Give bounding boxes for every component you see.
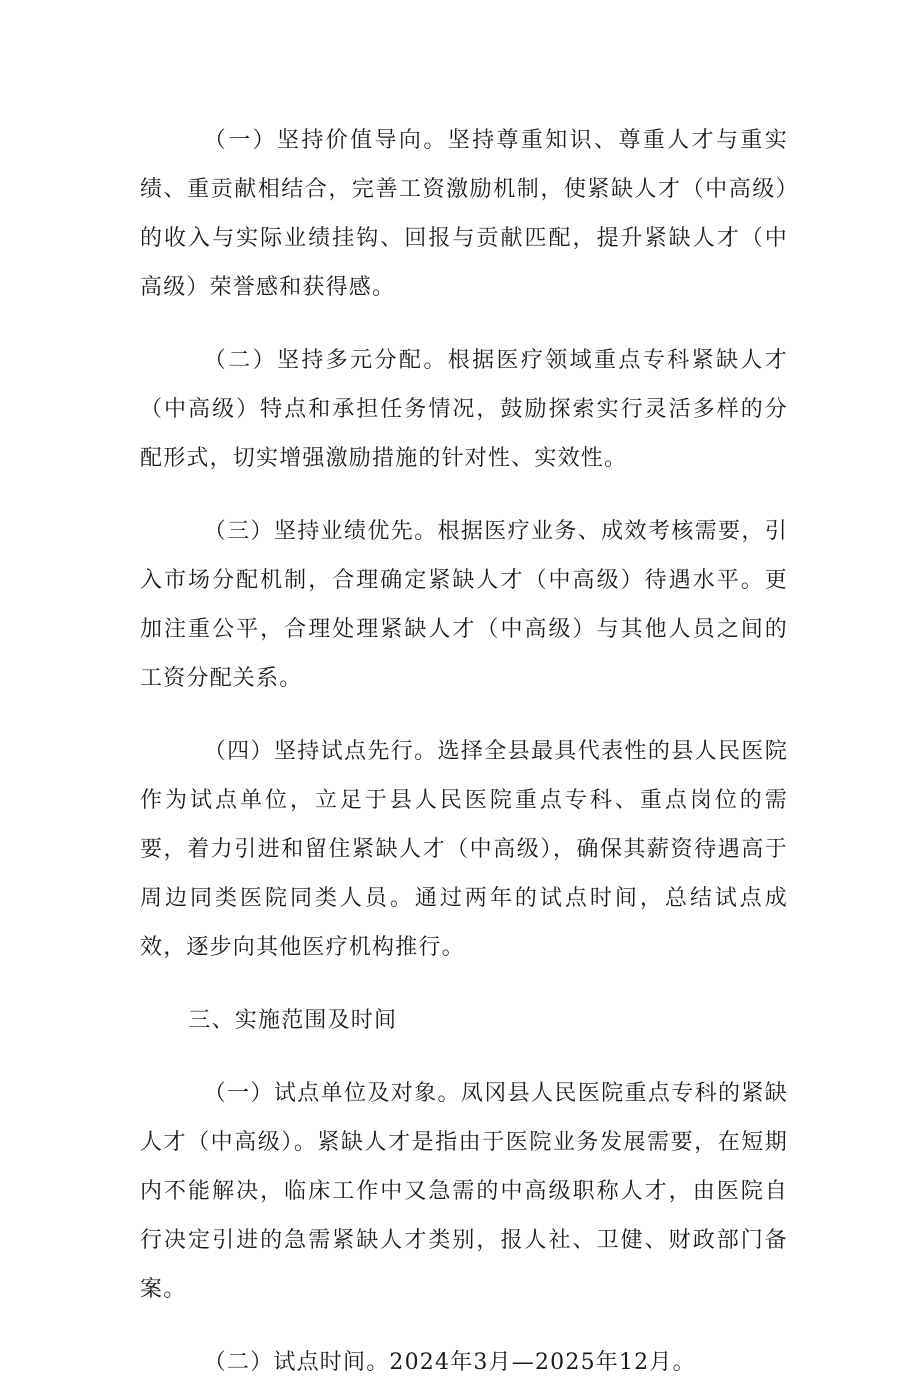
paragraph-value-orientation: （一）坚持价值导向。坚持尊重知识、尊重人才与重实绩、重贡献相结合，完善工资激励机制，使紧缺人才（中高级）的收入与实际业绩挂钩、回报与贡献匹配，提升紧缺人才（中高级）荣誉感和获得感。	[140, 128, 788, 300]
paragraph-pilot-first: （四）坚持试点先行。选择全县最具代表性的县人民医院作为试点单位，立足于县人民医院重点专科、重点岗位的需要，着力引进和留住紧缺人才（中高级），确保其薪资待遇高于周边同类医院同类人员。通过两年的试点时间，总结试点成效，逐步向其他医疗机构推行。	[140, 739, 788, 960]
document-body	[140, 116, 788, 1387]
section-heading: 三、实施范围及时间	[188, 1008, 398, 1033]
paragraph-performance-first: （三）坚持业绩优先。根据医疗业务、成效考核需要，引入市场分配机制，合理确定紧缺人才（中高级）待遇水平。更加注重公平，合理处理紧缺人才（中高级）与其他人员之间的工资分配关系。	[140, 519, 788, 691]
paragraph-pilot-unit: （一）试点单位及对象。凤冈县人民医院重点专科的紧缺人才（中高级）。紧缺人才是指由于医院业务发展需要，在短期内不能解决，临床工作中又急需的中高级职称人才，由医院自行决定引进的急需紧缺人才类别，报人社、卫健、财政部门备案。	[140, 1081, 788, 1302]
paragraph-diverse-distribution: （二）坚持多元分配。根据医疗领域重点专科紧缺人才（中高级）特点和承担任务情况，鼓励探索实行灵活多样的分配形式，切实增强激励措施的针对性、实效性。	[140, 348, 788, 471]
paragraph-pilot-time: （二）试点时间。2024年3月—2025年12月。	[203, 1350, 696, 1375]
